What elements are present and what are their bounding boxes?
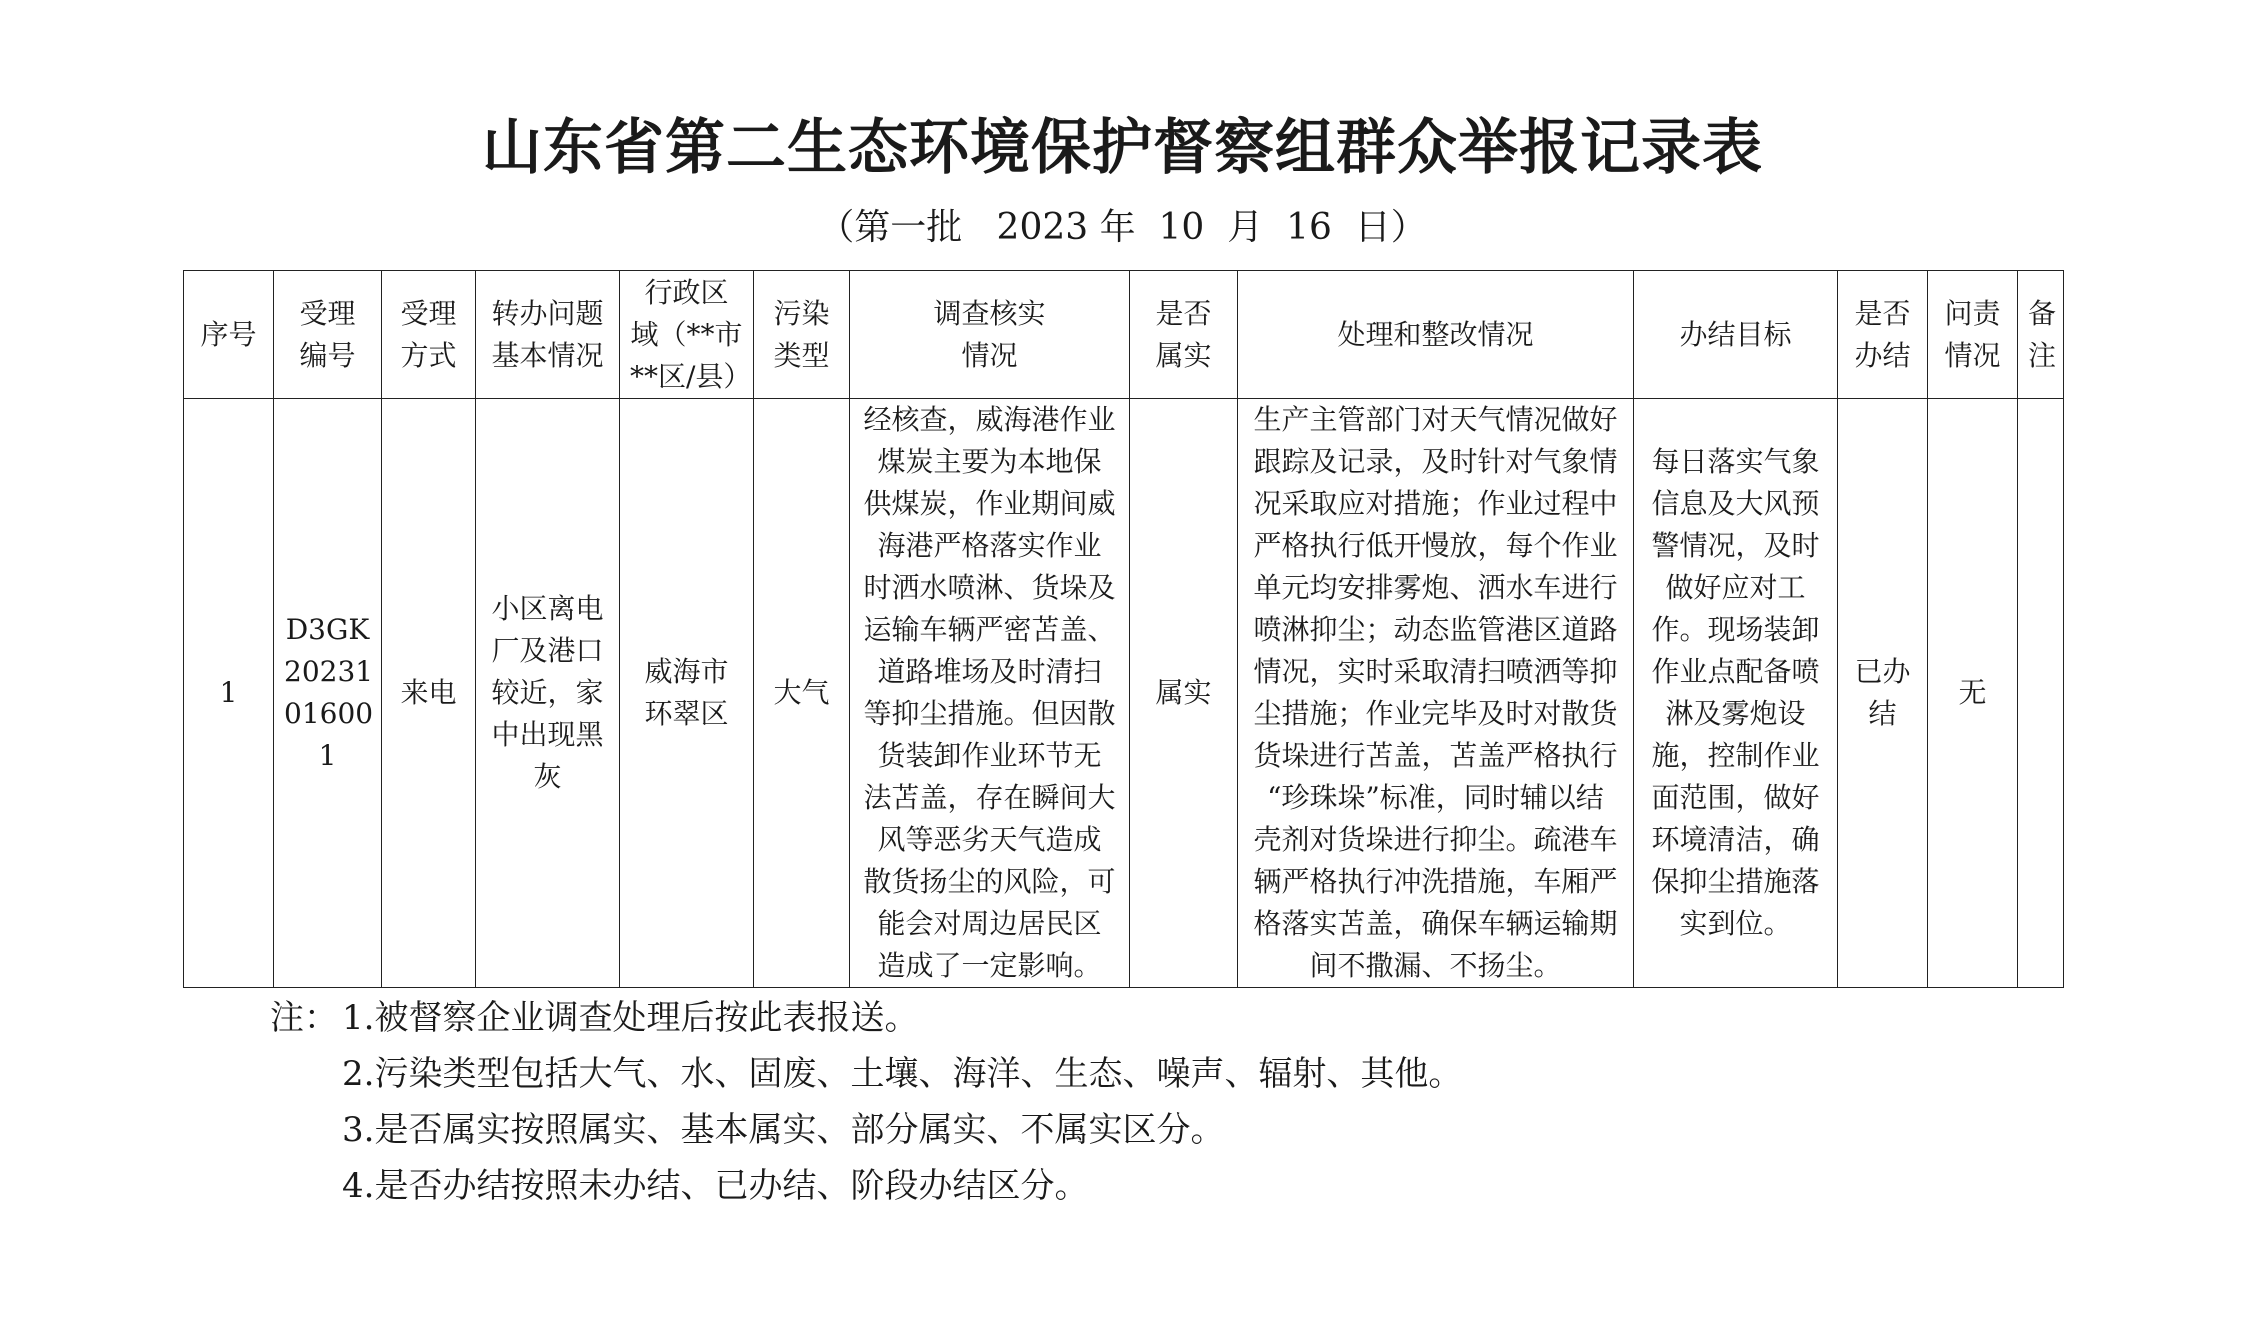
cell-issue: 小区离电 厂及港口 较近，家 中出现黑 灰 (476, 399, 620, 988)
cell-handling: 生产主管部门对天气情况做好 跟踪及记录，及时针对气象情 况采取应对措施；作业过程中 严格执行低开慢放，每个作业 单元均安排雾炮、洒水车进行 喷淋抑尘；动态监管港区道路 情况，实时采取清扫喷洒等抑 尘措施；作业完毕及时对散货 货垛进行苫盖，苫盖严格执行 “珍珠垛”标准，同时辅以结 壳剂对货垛进行抑尘。疏港车 辆严格执行冲洗措施，车厢严 格落实苫盖，确保车辆运输期 间不撒漏、不扬尘。 (1238, 399, 1634, 988)
header-region: 行政区 域（**市 **区/县） (620, 271, 754, 399)
table-header-row (184, 271, 2064, 399)
header-pollution-type: 污染 类型 (754, 271, 850, 399)
note-item-2: 2.污染类型包括大气、水、固废、土壤、海洋、生态、噪声、辐射、其他。 (342, 1054, 1463, 1094)
cell-accountability: 无 (1928, 399, 2018, 988)
header-handling: 处理和整改情况 (1238, 271, 1634, 399)
cell-seq: 1 (184, 399, 274, 988)
header-acceptance-no: 受理 编号 (274, 271, 382, 399)
report-record-table (183, 270, 2064, 988)
cell-method: 来电 (382, 399, 476, 988)
header-seq: 序号 (184, 271, 274, 399)
header-closed: 是否 办结 (1838, 271, 1928, 399)
header-investigation: 调查核实 情况 (850, 271, 1130, 399)
header-issue: 转办问题 基本情况 (476, 271, 620, 399)
header-method: 受理 方式 (382, 271, 476, 399)
document-title: 山东省第二生态环境保护督察组群众举报记录表 (482, 113, 1763, 183)
header-verified: 是否 属实 (1130, 271, 1238, 399)
document-subtitle: （第一批 2023 年 10 月 16 日） (818, 207, 1427, 248)
notes-section (270, 990, 1462, 1214)
note-item-1 (270, 990, 1462, 1046)
note-item-4: 4.是否办结按照未办结、已办结、阶段办结区分。 (342, 1166, 1089, 1206)
cell-closed: 已办 结 (1838, 399, 1928, 988)
cell-acceptance-no: D3GK 20231 01600 1 (274, 399, 382, 988)
cell-remarks (2018, 399, 2064, 988)
cell-region: 威海市 环翠区 (620, 399, 754, 988)
cell-pollution-type: 大气 (754, 399, 850, 988)
table-row (184, 399, 2064, 988)
note-text: 1.被督察企业调查处理后按此表报送。 (342, 998, 919, 1038)
notes-label: 注： (270, 998, 338, 1038)
cell-verified: 属实 (1130, 399, 1238, 988)
header-accountability: 问责 情况 (1928, 271, 2018, 399)
note-item-3: 3.是否属实按照属实、基本属实、部分属实、不属实区分。 (342, 1110, 1225, 1150)
cell-goal: 每日落实气象 信息及大风预 警情况，及时 做好应对工 作。现场装卸 作业点配备喷 淋及雾炮设 施，控制作业 面范围，做好 环境清洁，确 保抑尘措施落 实到位。 (1634, 399, 1838, 988)
header-remarks: 备 注 (2018, 271, 2064, 399)
header-goal: 办结目标 (1634, 271, 1838, 399)
cell-investigation: 经核查，威海港作业 煤炭主要为本地保 供煤炭，作业期间威 海港严格落实作业 时洒水喷淋、货垛及 运输车辆严密苫盖、 道路堆场及时清扫 等抑尘措施。但因散 货装卸作业环节无 法苫盖，存在瞬间大 风等恶劣天气造成 散货扬尘的风险，可 能会对周边居民区 造成了一定影响。 (850, 399, 1130, 988)
